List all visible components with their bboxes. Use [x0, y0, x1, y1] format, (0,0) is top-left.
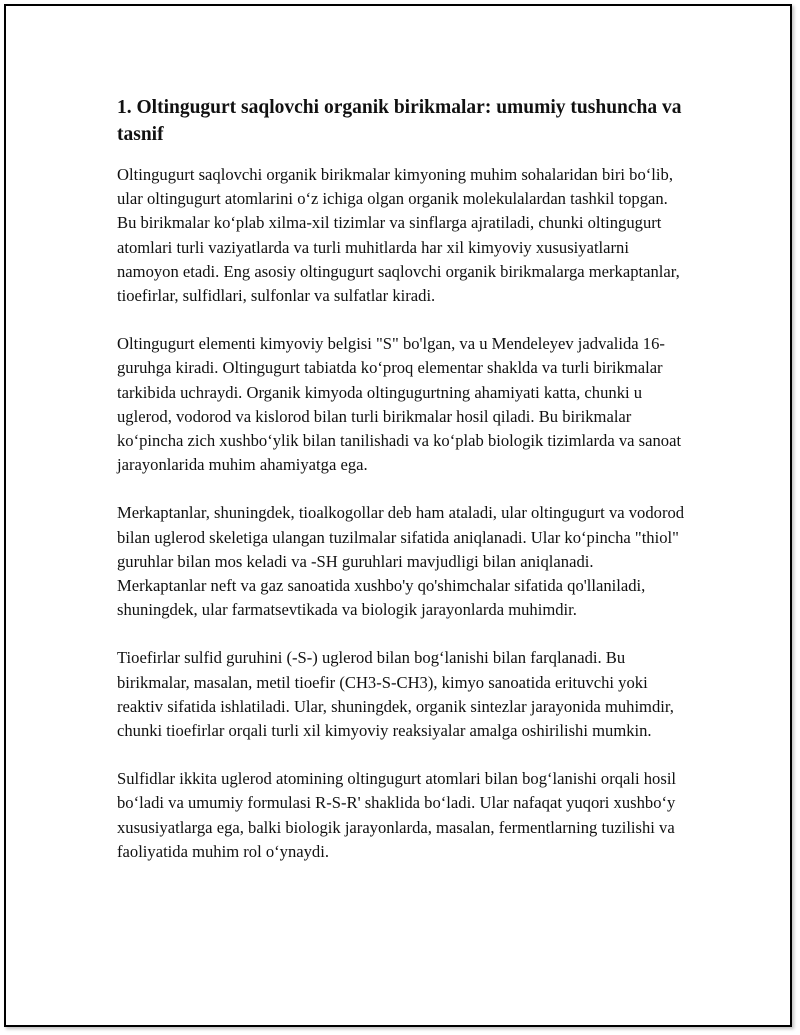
paragraph-sulfur-element: Oltingugurt elementi kimyoviy belgisi "S" bo'lgan, va u Mendeleyev jadvalida 16-guruhga kiradi. Oltingugurt tabiatda ko‘proq elementar shaklda va turli birikmalar tarkibida uchraydi. Organik kimyoda oltingugurtning ahamiyati katta, chunki u uglerod, vodorod va kislorod bilan turli birikmalar hosil qiladi. Bu birikmalar ko‘pincha zich xushbo‘ylik bilan tanilishadi va ko‘plab biologik tizimlarda va sanoat jarayonlarida muhim ahamiyatga ega. — [117, 334, 682, 475]
section-heading: 1. Oltingugurt saqlovchi organik birikmalar: umumiy tushuncha va tasnif — [117, 97, 682, 145]
paragraph-intro: Oltingugurt saqlovchi organik birikmalar kimyoning muhim sohalaridan biri bo‘lib, ular oltingugurt atomlarini o‘z ichiga olgan organik molekulalardan tashkil topgan. Bu birikmalar ko‘plab xilma-xil tizimlar va sinflarga ajratiladi, chunki oltingugurt atomlari turli vaziyatlarda va turli muhitlarda har xil kimyoviy xususiyatlarni namoyon etadi. Eng asosiy oltingugurt saqlovchi organik birikmalarga merkaptanlar, tioefirlar, sulfidlari, sulfonlar va sulfatlar kiradi. — [117, 165, 680, 306]
document-body — [117, 94, 687, 888]
paragraph-thioethers: Tioefirlar sulfid guruhini (-S-) uglerod bilan bog‘lanishi bilan farqlanadi. Bu birikmalar, masalan, metil tioefir (CH3-S-CH3), kimyo sanoatida erituvchi yoki reaktiv sifatida ishlatiladi. Ular, shuningdek, organik sintezlar jarayonida muhimdir, chunki tioefirlar orqali turli xil kimyoviy reaksiyalar amalga oshirilishi mumkin. — [117, 648, 674, 741]
paragraph-mercaptans: Merkaptanlar, shuningdek, tioalkogollar deb ham ataladi, ular oltingugurt va vodorod bilan uglerod skeletiga ulangan tuzilmalar sifatida aniqlanadi. Ular ko‘pincha "thiol" guruhlar bilan mos keladi va -SH guruhlari mavjudligi bilan aniqlanadi. Merkaptanlar neft va gaz sanoatida xushbo'y qo'shimchalar sifatida qo'llaniladi, shuningdek, ular farmatsevtikada va biologik jarayonlarda muhimdir. — [117, 503, 685, 620]
paragraph-sulfides: Sulfidlar ikkita uglerod atomining oltingugurt atomlari bilan bog‘lanishi orqali hosil bo‘ladi va umumiy formulasi R-S-R' shaklida bo‘ladi. Ular nafaqat yuqori xushbo‘y xususiyatlarga ega, balki biologik jarayonlarda, masalan, fermentlarning tuzilishi va faoliyatida muhim rol o‘ynaydi. — [117, 769, 677, 861]
